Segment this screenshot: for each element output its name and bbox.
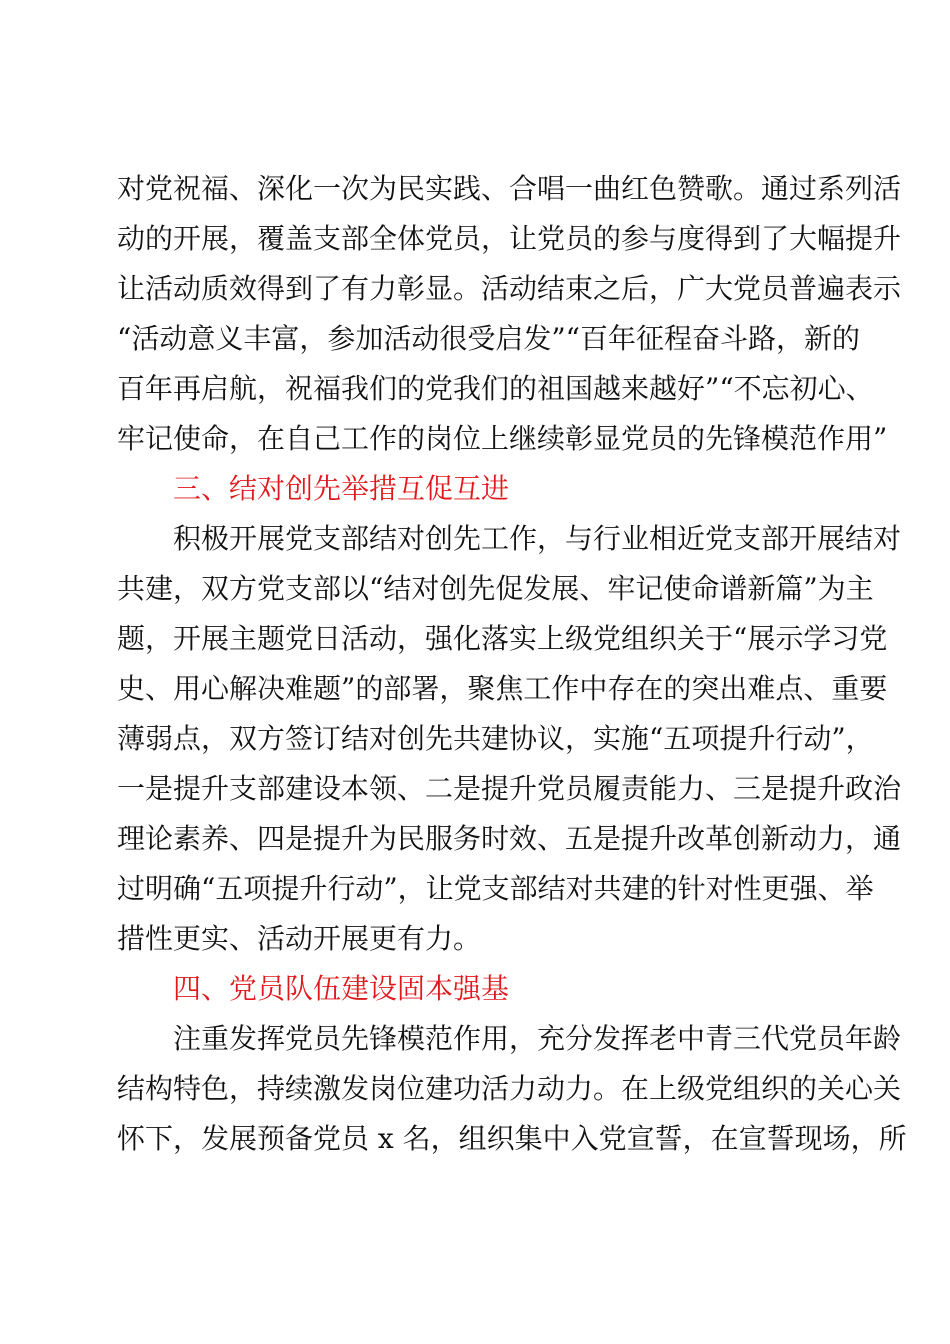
text-line: 对党祝福、深化一次为民实践、合唱一曲红色赞歌。通过系列活: [117, 172, 902, 205]
text-line: 注重发挥党员先锋模范作用，充分发挥老中青三代党员年龄: [173, 1022, 902, 1055]
text-line: 百年再启航，祝福我们的党我们的祖国越来越好”“不忘初心、: [117, 372, 874, 405]
text-line: 过明确“五项提升行动”，让党支部结对共建的针对性更强、举: [117, 872, 874, 905]
text-line: 共建，双方党支部以“结对创先促发展、牢记使命谱新篇”为主: [117, 572, 874, 605]
text-line: “活动意义丰富，参加活动很受启发”“百年征程奋斗路，新的: [117, 322, 860, 355]
text-line: 怀下，发展预备党员 x 名，组织集中入党宣誓，在宣誓现场，所: [117, 1122, 907, 1155]
text-line: 薄弱点，双方签订结对创先共建协议，实施“五项提升行动”，: [117, 722, 874, 755]
text-line: 结构特色，持续激发岗位建功活力动力。在上级党组织的关心关: [117, 1072, 902, 1105]
text-line: 理论素养、四是提升为民服务时效、五是提升改革创新动力，通: [117, 822, 902, 855]
text-line: 让活动质效得到了有力彰显。活动结束之后，广大党员普遍表示: [117, 272, 902, 305]
paragraph-continuation: [117, 164, 902, 464]
section-4-paragraph: [117, 1014, 907, 1164]
section-heading-3: 三、结对创先举措互促互进: [173, 472, 510, 505]
text-line: 积极开展党支部结对创先工作，与行业相近党支部开展结对: [173, 522, 902, 555]
section-3-paragraph: [117, 514, 902, 964]
section-heading-4: 四、党员队伍建设固本强基: [173, 972, 510, 1005]
document-body: [117, 164, 907, 1164]
text-line: 措性更实、活动开展更有力。: [117, 922, 482, 955]
text-line: 牢记使命，在自己工作的岗位上继续彰显党员的先锋模范作用”: [117, 422, 888, 455]
text-line: 一是提升支部建设本领、二是提升党员履责能力、三是提升政治: [117, 772, 902, 805]
text-line: 史、用心解决难题”的部署，聚焦工作中存在的突出难点、重要: [117, 672, 888, 705]
text-line: 动的开展，覆盖支部全体党员，让党员的参与度得到了大幅提升: [117, 222, 902, 255]
text-line: 题，开展主题党日活动，强化落实上级党组织关于“展示学习党: [117, 622, 888, 655]
